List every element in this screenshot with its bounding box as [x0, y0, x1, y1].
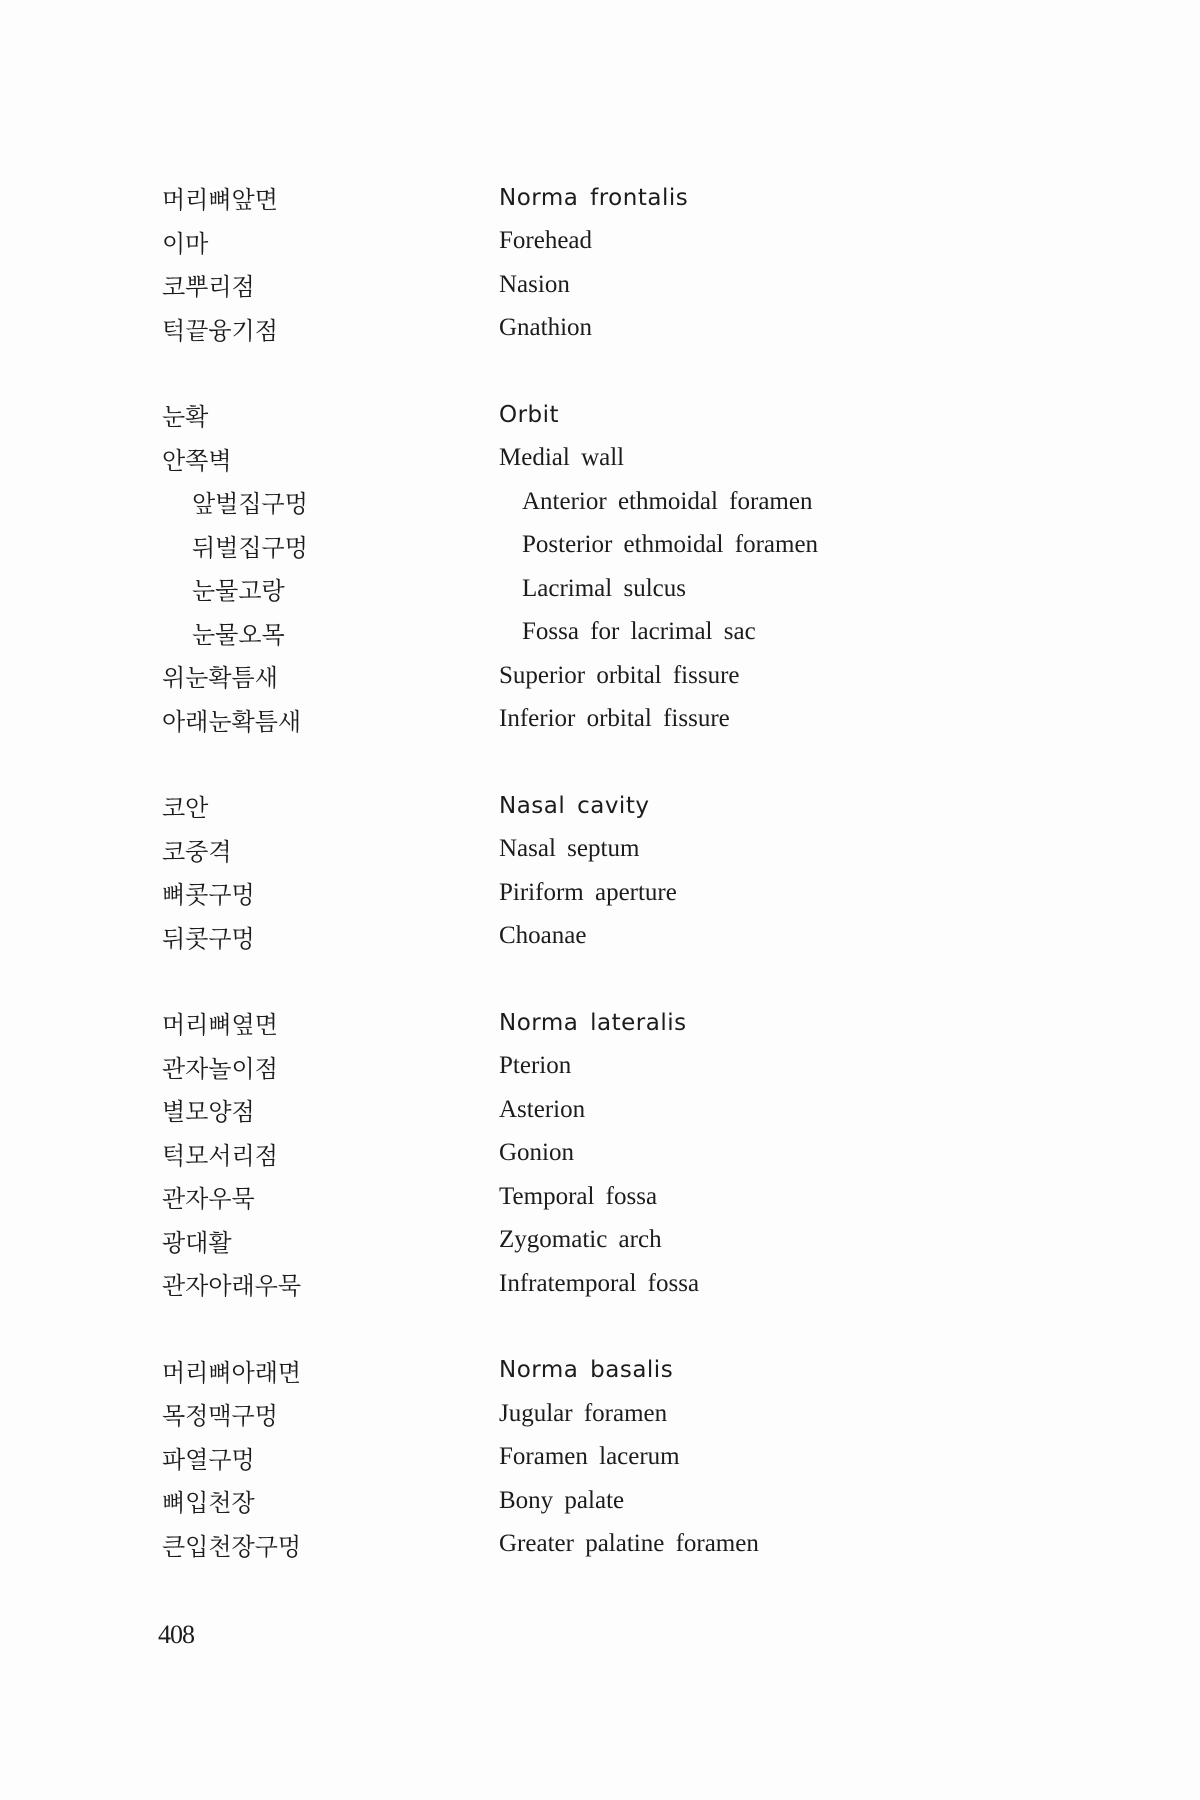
glossary-section: [162, 1001, 1062, 1306]
korean-term: 앞벌집구멍: [192, 490, 308, 519]
korean-term: 코안: [162, 794, 209, 823]
section-heading: [162, 176, 1062, 220]
english-term: Bony palate: [499, 1486, 625, 1514]
korean-term: 안쪽벽: [162, 446, 232, 475]
english-term: Medial wall: [499, 444, 625, 472]
english-term: Norma basalis: [499, 1357, 674, 1384]
term-entry: [162, 1045, 1062, 1089]
english-term: Orbit: [499, 401, 560, 428]
english-term: Asterion: [499, 1095, 586, 1123]
korean-term: 큰입천장구멍: [162, 1532, 302, 1561]
glossary-section: [162, 784, 1062, 958]
english-term: Nasion: [499, 270, 570, 298]
korean-term: 관자우묵: [162, 1185, 255, 1214]
section-heading: [162, 1349, 1062, 1393]
term-entry: [162, 1262, 1062, 1306]
english-term: Nasal septum: [499, 835, 640, 863]
english-term: Piriform aperture: [499, 878, 677, 906]
english-term: Temporal fossa: [499, 1182, 658, 1210]
korean-term: 뒤콧구멍: [162, 924, 255, 953]
korean-term: 눈확: [162, 403, 209, 432]
term-entry: [162, 1436, 1062, 1480]
korean-term: 관자놀이점: [162, 1054, 278, 1083]
term-entry: [162, 654, 1062, 698]
term-entry: [162, 1175, 1062, 1219]
korean-term: 뼈콧구멍: [162, 881, 255, 910]
english-term: Choanae: [499, 922, 587, 950]
korean-term: 이마: [162, 229, 209, 258]
english-term: Jugular foramen: [499, 1399, 668, 1427]
english-term: Foramen lacerum: [499, 1443, 680, 1471]
term-entry: [162, 220, 1062, 264]
korean-term: 머리뼈옆면: [162, 1011, 278, 1040]
english-term: Infratemporal fossa: [499, 1269, 700, 1297]
english-term: Lacrimal sulcus: [522, 574, 686, 602]
term-entry: [162, 1088, 1062, 1132]
term-entry: [162, 611, 1062, 655]
term-entry: [162, 524, 1062, 568]
korean-term: 머리뼈아래면: [162, 1358, 302, 1387]
english-term: Norma frontalis: [499, 184, 689, 211]
term-entry: [162, 1132, 1062, 1176]
english-term: Gonion: [499, 1139, 574, 1167]
korean-term: 뒤벌집구멍: [192, 533, 308, 562]
english-term: Forehead: [499, 227, 593, 255]
korean-term: 눈물오목: [192, 620, 285, 649]
term-entry: [162, 307, 1062, 351]
korean-term: 코뿌리점: [162, 273, 255, 302]
korean-term: 눈물고랑: [192, 577, 285, 606]
korean-term: 머리뼈앞면: [162, 186, 278, 215]
term-entry: [162, 1479, 1062, 1523]
english-term: Anterior ethmoidal foramen: [522, 487, 813, 515]
term-entry: [162, 828, 1062, 872]
term-entry: [162, 1219, 1062, 1263]
english-term: Zygomatic arch: [499, 1226, 662, 1254]
term-entry: [162, 1523, 1062, 1567]
glossary-section: [162, 176, 1062, 350]
term-entry: [162, 1392, 1062, 1436]
english-term: Posterior ethmoidal foramen: [522, 531, 819, 559]
page-number: 408: [158, 1620, 194, 1649]
term-entry: [162, 437, 1062, 481]
korean-term: 코중격: [162, 837, 232, 866]
english-term: Pterion: [499, 1052, 572, 1080]
section-heading: [162, 1001, 1062, 1045]
english-term: Nasal cavity: [499, 792, 650, 819]
korean-term: 광대활: [162, 1228, 232, 1257]
english-term: Gnathion: [499, 314, 593, 342]
glossary-section: [162, 1349, 1062, 1567]
english-term: Norma lateralis: [499, 1009, 687, 1036]
term-entry: [162, 871, 1062, 915]
glossary-section: [162, 393, 1062, 741]
korean-term: 별모양점: [162, 1098, 255, 1127]
glossary: [162, 176, 1062, 1609]
term-entry: [162, 263, 1062, 307]
section-heading: [162, 784, 1062, 828]
section-heading: [162, 393, 1062, 437]
term-entry: [162, 480, 1062, 524]
english-term: Inferior orbital fissure: [499, 705, 730, 733]
english-term: Greater palatine foramen: [499, 1530, 759, 1558]
english-term: Fossa for lacrimal sac: [522, 618, 756, 646]
korean-term: 파열구멍: [162, 1445, 255, 1474]
term-entry: [162, 915, 1062, 959]
term-entry: [162, 567, 1062, 611]
korean-term: 뼈입천장: [162, 1489, 255, 1518]
korean-term: 목정맥구멍: [162, 1402, 278, 1431]
korean-term: 관자아래우묵: [162, 1272, 302, 1301]
korean-term: 턱끝융기점: [162, 316, 278, 345]
english-term: Superior orbital fissure: [499, 661, 740, 689]
term-entry: [162, 698, 1062, 742]
korean-term: 턱모서리점: [162, 1141, 278, 1170]
korean-term: 위눈확틈새: [162, 664, 278, 693]
korean-term: 아래눈확틈새: [162, 707, 302, 736]
